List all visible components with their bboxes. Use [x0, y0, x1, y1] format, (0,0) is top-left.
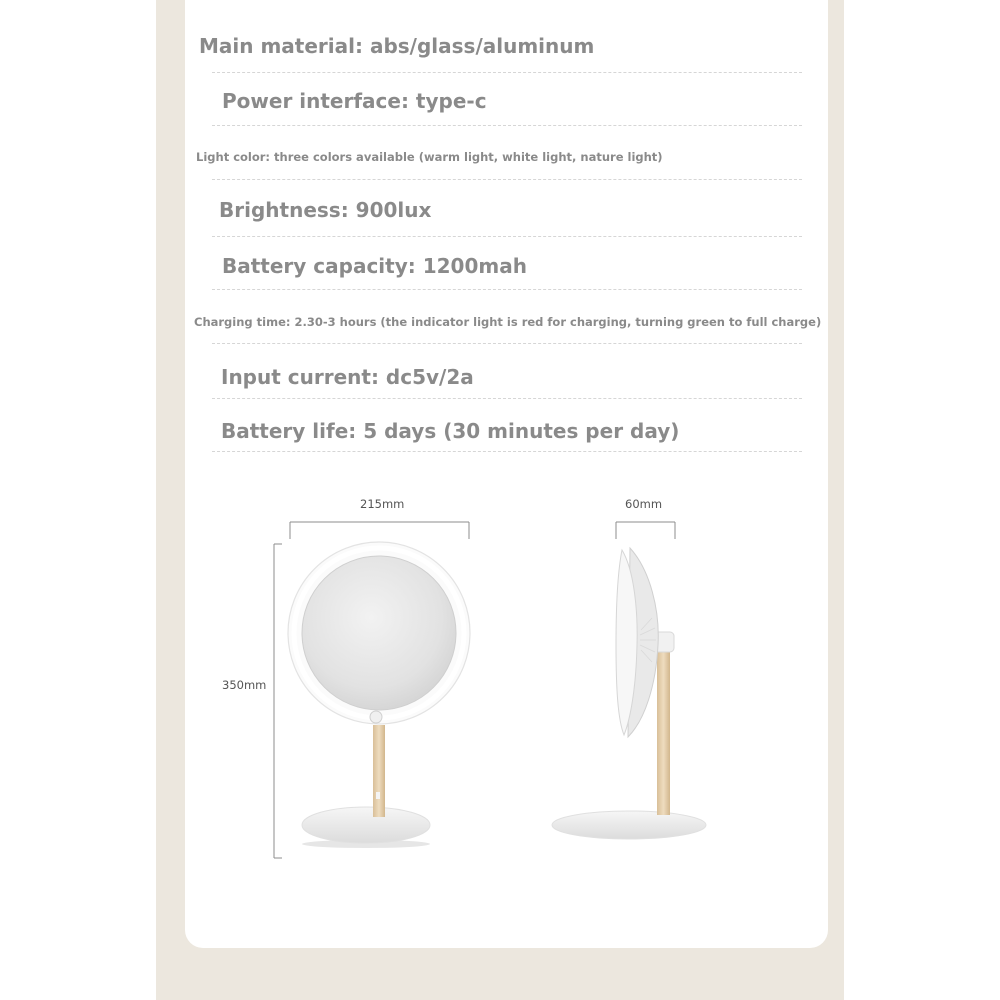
spec-battery-capacity: Battery capacity: 1200mah — [222, 254, 527, 278]
height-dimension-label: 350mm — [222, 678, 267, 692]
depth-dimension-label: 60mm — [625, 497, 663, 511]
width-dimension-label: 215mm — [360, 497, 405, 511]
spec-main-material: Main material: abs/glass/aluminum — [199, 34, 595, 58]
depth-dimension-line — [616, 522, 675, 539]
mirror-front-view — [288, 542, 470, 848]
mirror-side-view — [552, 548, 706, 839]
spec-light-color: Light color: three colors available (warm light, white light, nature light) — [196, 150, 663, 164]
spec-battery-life: Battery life: 5 days (30 minutes per day) — [221, 419, 680, 443]
spec-charging-time: Charging time: 2.30-3 hours (the indicator light is red for charging, turning green to full charge) — [194, 315, 822, 329]
spec-brightness: Brightness: 900lux — [219, 198, 432, 222]
height-dimension-line — [274, 544, 282, 858]
width-dimension-line — [290, 522, 469, 539]
spec-input-current: Input current: dc5v/2a — [221, 365, 474, 389]
spec-power-interface: Power interface: type-c — [222, 89, 487, 113]
